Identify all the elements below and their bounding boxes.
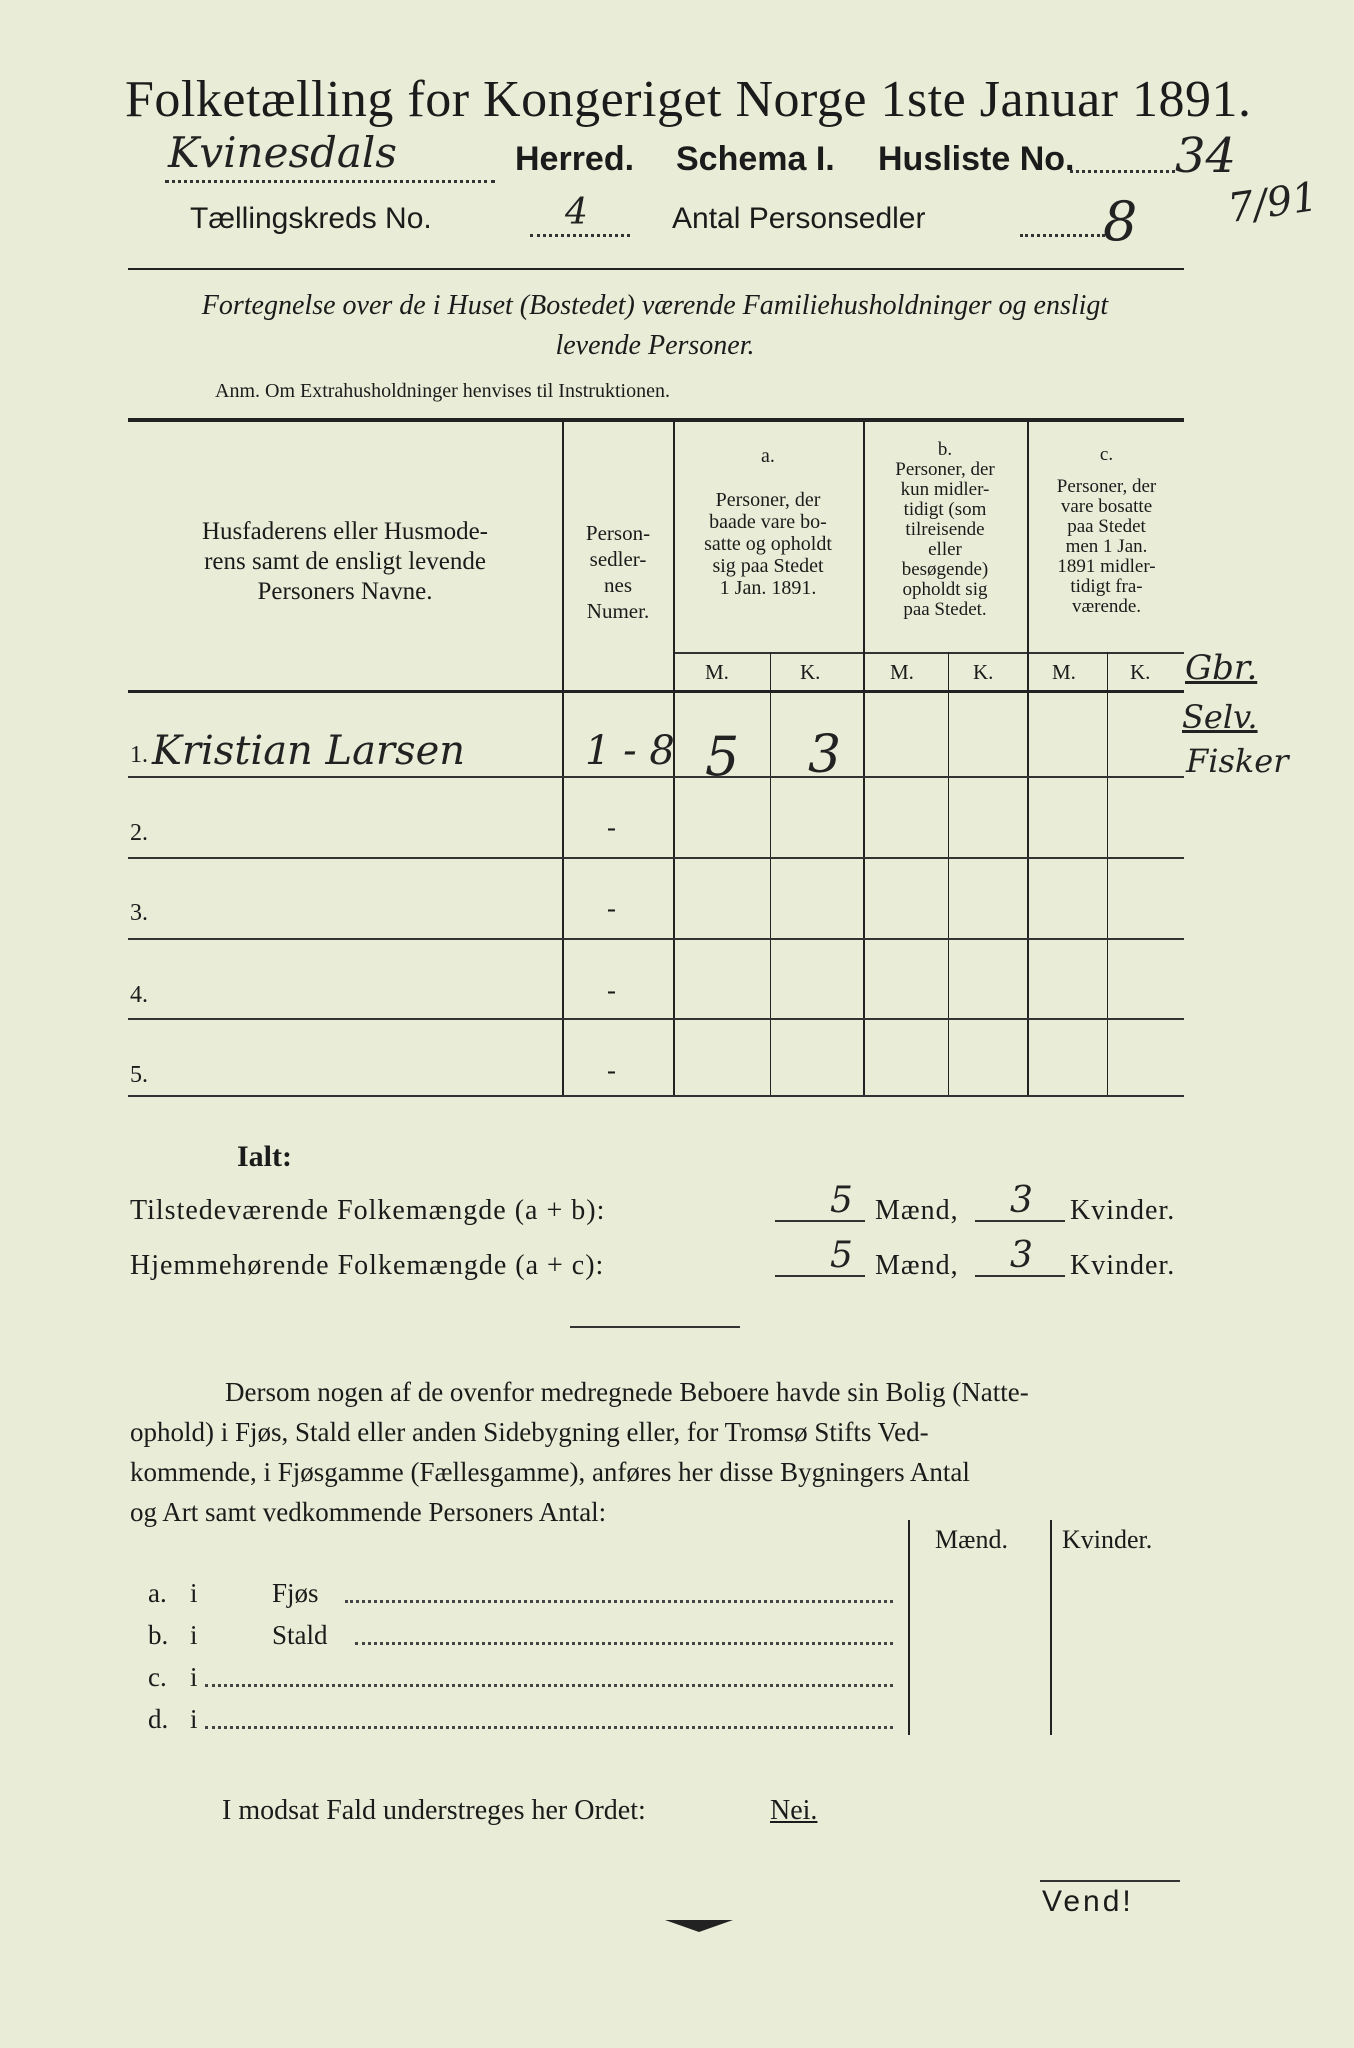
row-3-rule [128, 938, 1184, 940]
col-b-text-7: opholdt sig [902, 579, 988, 600]
row-2-number: 2. [130, 820, 148, 846]
instruction-paragraph [130, 1372, 1185, 1532]
paragraph-line4: og Art samt vedkommende Personers Antal: [130, 1497, 607, 1527]
buildings-kvinder-header: Kvinder. [1062, 1525, 1153, 1554]
ialt-label: Ialt: [237, 1140, 292, 1173]
hjemme-males: 5 [830, 1235, 853, 1276]
building-d-dotline [205, 1726, 893, 1729]
margin-note-3: Fisker [1186, 742, 1289, 780]
col-name-line3: Personers Navne. [257, 578, 433, 605]
kreds-dotline [530, 234, 630, 237]
row-1-a-females: 3 [808, 725, 842, 785]
col-b-letter: b. [937, 439, 953, 460]
margin-note-2: Selv. [1182, 698, 1258, 736]
paragraph-line3: kommende, i Fjøsgamme (Fællesgamme), anføres her disse Bygningers Antal [130, 1457, 970, 1487]
herred-label: Herred. [515, 140, 635, 178]
building-b-letter: b. [148, 1620, 169, 1650]
building-a-i: i [190, 1578, 198, 1608]
antal-label: Antal Personsedler [672, 202, 926, 235]
building-a-dotline [345, 1600, 893, 1603]
col-a-text-4: sig paa Stedet [712, 555, 824, 577]
row-4-rule [128, 1018, 1184, 1020]
col-b-header [865, 440, 1025, 620]
col-num-line4: Numer. [586, 599, 650, 623]
row-4-personsedler: - [607, 975, 616, 1005]
col-sep-c [1107, 652, 1108, 1095]
husliste-label: Husliste No. [878, 140, 1075, 178]
separator-short-rule [570, 1326, 740, 1328]
col-name-header [130, 517, 560, 607]
buildings-sep-2 [1050, 1520, 1052, 1735]
col-b-text-3: tidigt (som [903, 499, 987, 520]
col-b-text-5: eller [928, 539, 962, 560]
tilstede-males-line [775, 1220, 865, 1222]
col-c-text-4: men 1 Jan. [1065, 536, 1148, 557]
building-c-i: i [190, 1662, 198, 1692]
hjemme-females-line [975, 1275, 1065, 1277]
antal-value: 8 [1103, 190, 1138, 253]
c-k-header: K. [1130, 660, 1151, 684]
row-1-personsedler: 1 - 8 [585, 728, 675, 774]
row-1-a-males: 5 [705, 725, 740, 788]
hjemme-males-line [775, 1275, 865, 1277]
tilstede-females-line [975, 1220, 1065, 1222]
c-m-header: M. [1052, 660, 1076, 684]
building-b-dotline [355, 1642, 893, 1645]
header-rule [128, 268, 1184, 270]
bottom-ornament [665, 1920, 733, 1932]
col-num-line2: sedler- [589, 547, 647, 571]
modsat-label: I modsat Fald understreges her Ordet: [222, 1795, 646, 1826]
col-b-text-2: kun midler- [900, 479, 990, 500]
building-d-i: i [190, 1704, 198, 1734]
form-title: Folketælling for Kongeriget Norge 1ste Januar 1891. [125, 71, 1252, 128]
row-1-number: 1. [130, 742, 148, 768]
building-b-i: i [190, 1620, 198, 1650]
building-d-letter: d. [148, 1704, 169, 1734]
row-1-name: Kristian Larsen [152, 728, 466, 774]
kreds-label: Tællingskreds No. [190, 202, 432, 235]
col-c-text-3: paa Stedet [1067, 516, 1146, 537]
col-c-letter: c. [1099, 444, 1114, 465]
a-m-header: M. [705, 660, 729, 684]
modsat-word: Nei. [770, 1795, 818, 1826]
vend-overline [1040, 1880, 1180, 1882]
herred-value: Kvinesdals [168, 128, 397, 177]
col-a-text-3: satte og opholdt [704, 533, 832, 555]
row-5-rule [128, 1095, 1184, 1097]
antal-dotline [1020, 234, 1105, 237]
row-5-personsedler: - [607, 1055, 616, 1085]
col-name-line1: Husfaderens eller Husmode- [201, 518, 488, 545]
paragraph-line2: ophold) i Fjøs, Stald eller anden Sidebygning eller, for Tromsø Stifts Ved- [130, 1417, 929, 1447]
col-c-text-2: vare bosatte [1060, 496, 1153, 517]
b-k-header: K. [973, 660, 994, 684]
col-c-text-6: tidigt fra- [1070, 576, 1143, 597]
col-b-text-6: besøgende) [901, 559, 989, 580]
col-a-text-2: baade vare bo- [709, 511, 827, 533]
col-a-text-5: 1 Jan. 1891. [719, 577, 817, 599]
hjemme-maend: Mænd, [875, 1250, 959, 1281]
intro-line2: levende Personer. [555, 330, 755, 361]
col-c-text-1: Personer, der [1056, 476, 1157, 497]
husliste-dotline [1070, 170, 1175, 173]
col-num-line3: nes [604, 573, 632, 597]
row-3-personsedler: - [607, 893, 616, 923]
col-b-text-8: paa Stedet. [903, 599, 987, 620]
vend-label: Vend! [1042, 1885, 1134, 1918]
row-3-number: 3. [130, 900, 148, 926]
hjemme-females: 3 [1010, 1235, 1033, 1276]
anm-note: Anm. Om Extrahusholdninger henvises til Instruktionen. [215, 380, 670, 402]
paragraph-line1: Dersom nogen af de ovenfor medregnede Beboere havde sin Bolig (Natte- [225, 1377, 1029, 1407]
col-name-line2: rens samt de ensligt levende [204, 548, 486, 575]
col-a-header [675, 445, 861, 599]
row-1-rule [128, 776, 1184, 778]
col-sep-a [770, 652, 771, 1095]
col-a-letter: a. [761, 445, 775, 467]
table-top-rule [128, 418, 1184, 422]
col-num-header [564, 520, 672, 624]
col-sep-b [948, 652, 949, 1095]
building-a-name: Fjøs [272, 1578, 319, 1608]
col-num-line1: Person- [585, 521, 651, 545]
col-c-text-5: 1891 midler- [1057, 556, 1156, 577]
a-k-header: K. [800, 660, 821, 684]
buildings-maend-header: Mænd. [935, 1525, 1008, 1554]
herred-dotline [165, 180, 495, 183]
hjemme-label: Hjemmehørende Folkemængde (a + c): [130, 1250, 605, 1281]
b-m-header: M. [890, 660, 914, 684]
tilstede-label: Tilstedeværende Folkemængde (a + b): [130, 1195, 606, 1226]
schema-label: Schema I. [676, 140, 835, 178]
building-a-letter: a. [148, 1578, 167, 1608]
tilstede-maend: Mænd, [875, 1195, 959, 1226]
building-b-name: Stald [272, 1620, 328, 1650]
row-5-number: 5. [130, 1062, 148, 1088]
intro-line1: Fortegnelse over de i Huset (Bostedet) værende Familiehusholdninger og ensligt [201, 290, 1109, 321]
buildings-sep-1 [908, 1520, 910, 1735]
hjemme-kvinder: Kvinder. [1070, 1250, 1176, 1281]
row-2-personsedler: - [607, 812, 616, 842]
husliste-value: 34 [1175, 128, 1237, 184]
tilstede-kvinder: Kvinder. [1070, 1195, 1176, 1226]
col-a-text-1: Personer, der [715, 489, 821, 511]
col-b-text-4: tilreisende [905, 519, 985, 540]
date-note: 7/91 [1225, 173, 1321, 233]
building-c-dotline [205, 1684, 893, 1687]
kreds-value: 4 [565, 192, 588, 233]
col-b-text-1: Personer, der [895, 459, 995, 480]
col-c-header [1029, 445, 1184, 617]
col-c-text-7: værende. [1071, 596, 1142, 617]
row-2-rule [128, 857, 1184, 859]
tilstede-males: 5 [830, 1180, 853, 1221]
table-head-rule [128, 690, 1184, 693]
building-c-letter: c. [148, 1662, 167, 1692]
tilstede-females: 3 [1010, 1180, 1033, 1221]
margin-note-1: Gbr. [1185, 648, 1258, 688]
row-4-number: 4. [130, 982, 148, 1008]
